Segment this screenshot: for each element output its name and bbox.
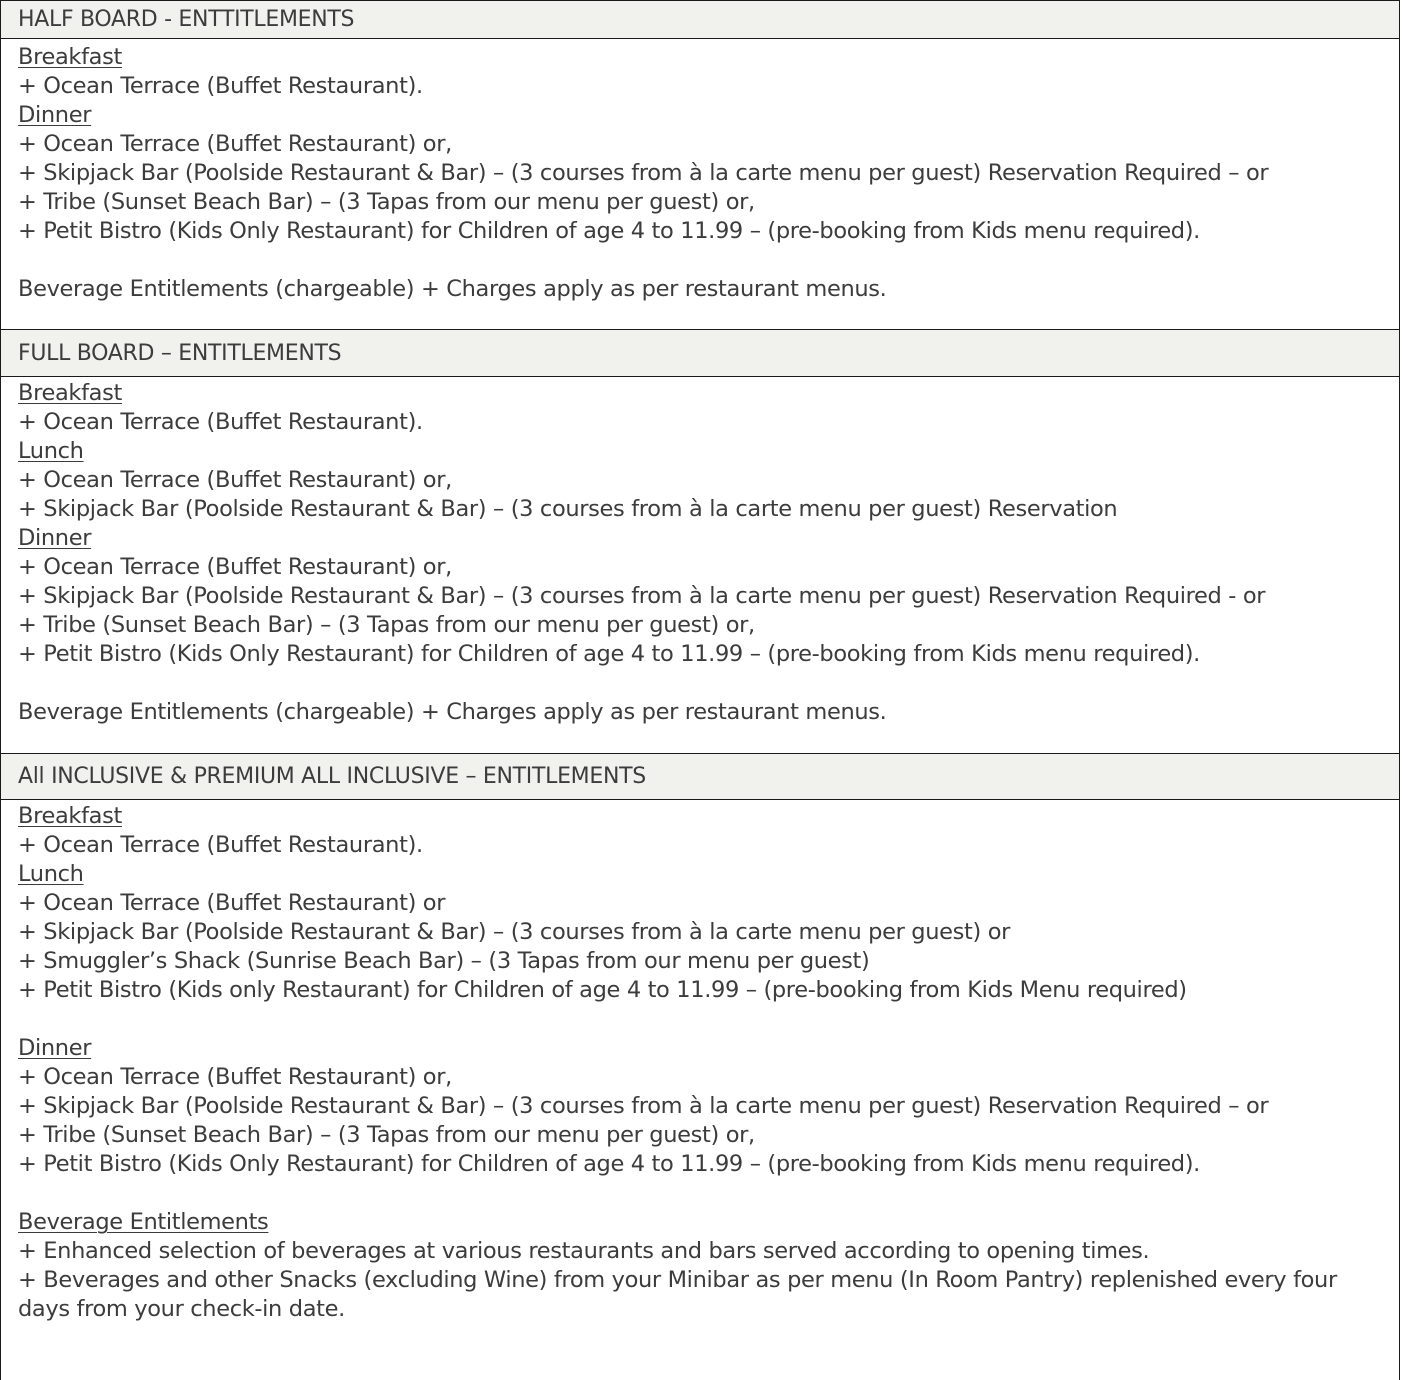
- entitlement-item: + Ocean Terrace (Buffet Restaurant) or,: [18, 1064, 452, 1090]
- full-board-section: [1, 329, 1399, 753]
- entitlement-item: + Petit Bistro (Kids Only Restaurant) for Children of age 4 to 11.99 – (pre-booking from Kids menu required).: [18, 218, 1200, 244]
- meal-heading: Breakfast: [18, 380, 122, 406]
- section-body: [1, 377, 1399, 727]
- entitlement-item: Beverage Entitlements (chargeable) + Charges apply as per restaurant menus.: [18, 699, 887, 725]
- entitlement-item: + Skipjack Bar (Poolside Restaurant & Bar) – (3 courses from à la carte menu per guest) Reservation Required – or: [18, 1093, 1269, 1119]
- all-inclusive-section: [1, 753, 1399, 1324]
- meal-heading: Dinner: [18, 102, 92, 128]
- section-body: [1, 39, 1399, 304]
- entitlement-item: + Skipjack Bar (Poolside Restaurant & Bar) – (3 courses from à la carte menu per guest) Reservation Required - or: [18, 583, 1266, 609]
- meal-heading: Beverage Entitlements: [18, 1209, 269, 1235]
- meal-heading: Dinner: [18, 525, 92, 551]
- entitlement-item: + Tribe (Sunset Beach Bar) – (3 Tapas from our menu per guest) or,: [18, 189, 755, 215]
- entitlement-item: + Ocean Terrace (Buffet Restaurant).: [18, 832, 423, 858]
- entitlement-item: + Tribe (Sunset Beach Bar) – (3 Tapas from our menu per guest) or,: [18, 612, 755, 638]
- entitlement-item: Beverage Entitlements (chargeable) + Charges apply as per restaurant menus.: [18, 276, 887, 302]
- section-header: All INCLUSIVE & PREMIUM ALL INCLUSIVE – ENTITLEMENTS: [1, 754, 1399, 800]
- entitlement-item: + Ocean Terrace (Buffet Restaurant) or,: [18, 467, 452, 493]
- section-body: [1, 800, 1399, 1324]
- entitlement-item: + Enhanced selection of beverages at various restaurants and bars served according to opening times.: [18, 1238, 1150, 1264]
- meal-heading: Dinner: [18, 1035, 92, 1061]
- entitlement-item: + Petit Bistro (Kids Only Restaurant) for Children of age 4 to 11.99 – (pre-booking from Kids menu required).: [18, 1151, 1200, 1177]
- meal-heading: Lunch: [18, 438, 84, 464]
- entitlement-item: + Ocean Terrace (Buffet Restaurant) or,: [18, 554, 452, 580]
- meal-heading: Breakfast: [18, 803, 122, 829]
- entitlement-item: + Ocean Terrace (Buffet Restaurant) or: [18, 890, 446, 916]
- entitlement-item: + Ocean Terrace (Buffet Restaurant) or,: [18, 131, 452, 157]
- entitlement-item: + Ocean Terrace (Buffet Restaurant).: [18, 409, 423, 435]
- meal-heading: Lunch: [18, 861, 84, 887]
- section-header: FULL BOARD – ENTITLEMENTS: [1, 330, 1399, 377]
- entitlement-item: + Skipjack Bar (Poolside Restaurant & Bar) – (3 courses from à la carte menu per guest) or: [18, 919, 1011, 945]
- entitlement-item: + Tribe (Sunset Beach Bar) – (3 Tapas from our menu per guest) or,: [18, 1122, 755, 1148]
- entitlement-item: + Ocean Terrace (Buffet Restaurant).: [18, 73, 423, 99]
- meal-heading: Breakfast: [18, 44, 122, 70]
- blank-line: [18, 1005, 1399, 1034]
- blank-line: [18, 246, 1399, 275]
- entitlement-item: + Petit Bistro (Kids only Restaurant) for Children of age 4 to 11.99 – (pre-booking from Kids Menu required): [18, 977, 1187, 1003]
- entitlement-item: + Petit Bistro (Kids Only Restaurant) for Children of age 4 to 11.99 – (pre-booking from Kids menu required).: [18, 641, 1200, 667]
- entitlement-item: + Smuggler’s Shack (Sunrise Beach Bar) – (3 Tapas from our menu per guest): [18, 948, 870, 974]
- entitlement-item: + Beverages and other Snacks (excluding Wine) from your Minibar as per menu (In Room Pantry) replenished every four days from your check-in date.: [18, 1267, 1337, 1322]
- blank-line: [18, 1179, 1399, 1208]
- entitlement-item: + Skipjack Bar (Poolside Restaurant & Bar) – (3 courses from à la carte menu per guest) Reservation Required – or: [18, 160, 1269, 186]
- entitlement-item: + Skipjack Bar (Poolside Restaurant & Bar) – (3 courses from à la carte menu per guest) Reservation: [18, 496, 1118, 522]
- half-board-section: [1, 0, 1399, 329]
- blank-line: [18, 669, 1399, 698]
- section-header: HALF BOARD - ENTTITLEMENTS: [1, 1, 1399, 39]
